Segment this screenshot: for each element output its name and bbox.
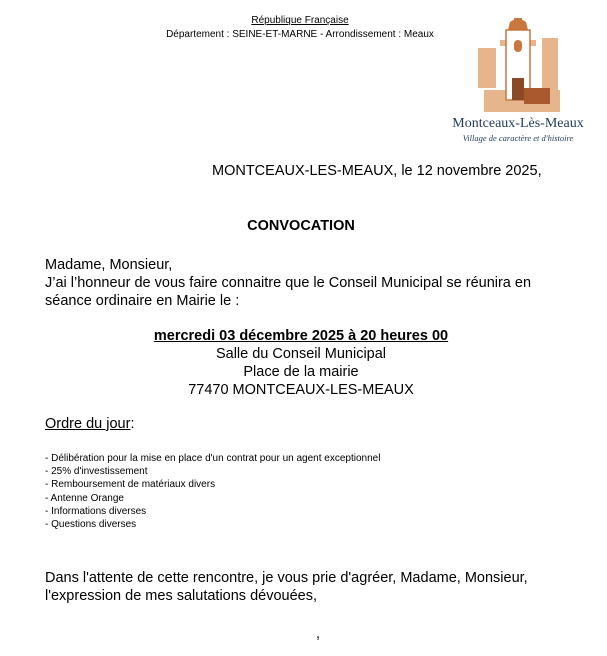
agenda-heading: [45, 416, 134, 432]
closing-paragraph: [45, 569, 585, 605]
agenda-label: Ordre du jour: [45, 416, 131, 432]
closing-line-1: Dans l'attente de cette rencontre, je vous prie d'agréer, Madame, Monsieur,: [45, 570, 528, 586]
agenda-colon: :: [130, 416, 135, 432]
meeting-details: [0, 327, 602, 399]
meeting-datetime: mercredi 03 décembre 2025 à 20 heures 00: [153, 328, 449, 344]
letter-header: [150, 14, 450, 42]
trailing-mark: ,: [316, 626, 321, 642]
closing-line-2: l'expression de mes salutations dévouées,: [45, 588, 317, 604]
agenda-item: - Questions diverses: [45, 519, 137, 531]
meeting-room: Salle du Conseil Municipal: [215, 346, 387, 362]
village-logo: [448, 18, 588, 148]
greeting: Madame, Monsieur,: [45, 257, 173, 273]
agenda-item: - Antenne Orange: [45, 492, 124, 504]
salutation-line-2: séance ordinaire en Mairie le :: [45, 293, 240, 309]
agenda-item: - Remboursement de matériaux divers: [45, 479, 216, 491]
salutation-line-1: J’ai l’honneur de vous faire connaitre que le Conseil Municipal se réunira en: [45, 275, 532, 291]
agenda-list: [45, 452, 380, 531]
agenda-item: - Informations diverses: [45, 505, 147, 517]
dateline: MONTCEAUX-LES-MEAUX, le 12 novembre 2025,: [212, 163, 542, 179]
republic-label: République Française: [251, 15, 349, 26]
meeting-street: Place de la mairie: [243, 364, 359, 380]
agenda-item: - Délibération pour la mise en place d'un contrat pour un agent exceptionnel: [45, 453, 381, 464]
department-label: Département : SEINE-ET-MARNE - Arrondissement : Meaux: [166, 29, 434, 40]
agenda-item: - 25% d'investissement: [45, 466, 148, 478]
tower-logo-icon: [470, 18, 566, 116]
meeting-city: 77470 MONTCEAUX-LES-MEAUX: [188, 382, 414, 398]
logo-tagline: Village de caractère et d'histoire: [462, 133, 574, 143]
logo-name: Montceaux-Lès-Meaux: [452, 116, 584, 131]
document-title: CONVOCATION: [247, 218, 355, 234]
salutation: [45, 256, 565, 310]
